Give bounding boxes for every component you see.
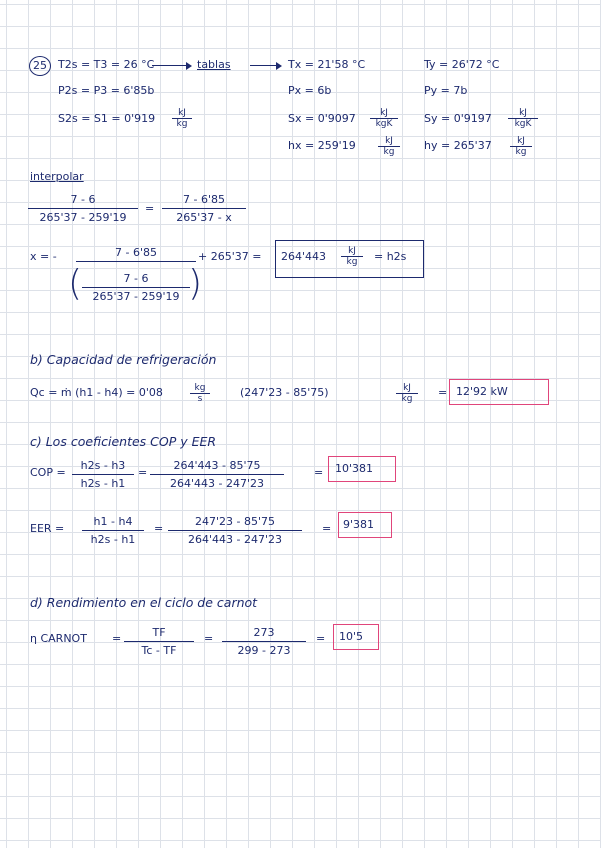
eer-fraction-2: 247'23 - 85'75 264'443 - 247'23 (168, 515, 302, 546)
qc-equals: = (438, 386, 448, 399)
interp-fraction-left: 7 - 6 265'37 - 259'19 (28, 193, 138, 224)
h2s-label: = h2s (374, 250, 407, 263)
carnot-fraction-2: 273 299 - 273 (222, 626, 306, 657)
ty-line: Ty = 26'72 °C (424, 58, 500, 71)
qc-lhs: Qc = ṁ (h1 - h4) = 0'08 (30, 386, 163, 399)
px-line: Px = 6b (288, 84, 332, 97)
cop-lhs: COP = (30, 466, 66, 479)
x-inner-fraction: 7 - 6 265'37 - 259'19 (82, 272, 190, 303)
cop-equals: = (138, 466, 148, 479)
carnot-result: 10'5 (339, 630, 364, 643)
x-lhs: x = - (30, 250, 57, 263)
eer-result: 9'381 (343, 518, 375, 531)
hy-unit: kJ kg (510, 136, 532, 157)
tx-line: Tx = 21'58 °C (288, 58, 366, 71)
hx-line: hx = 259'19 (288, 139, 356, 152)
eer-fraction-1: h1 - h4 h2s - h1 (82, 515, 144, 546)
interp-fraction-right: 7 - 6'85 265'37 - x (162, 193, 246, 224)
hx-unit: kJ kg (378, 136, 400, 157)
eta-carnot: η CARNOT (30, 632, 87, 645)
eer-lhs: EER = (30, 522, 65, 535)
qc-middle: (247'23 - 85'75) (240, 386, 329, 399)
cop-fraction-1: h2s - h3 h2s - h1 (72, 459, 134, 490)
carnot-equals: = (112, 632, 122, 645)
p2s-line: P2s = P3 = 6'85b (58, 84, 155, 97)
py-line: Py = 7b (424, 84, 468, 97)
carnot-equals: = (204, 632, 214, 645)
carnot-fraction-1: TF Tc - TF (124, 626, 194, 657)
open-paren: ( (68, 263, 83, 304)
s2s-line: S2s = S1 = 0'919 (58, 112, 156, 125)
interpolar-heading: interpolar (30, 170, 84, 183)
qc-result: 12'92 kW (456, 385, 508, 398)
hy-line: hy = 265'37 (424, 139, 492, 152)
cop-fraction-2: 264'443 - 85'75 264'443 - 247'23 (150, 459, 284, 490)
h2s-result: 264'443 (281, 250, 327, 263)
mdot-unit: kg s (190, 383, 210, 404)
arrow-right-icon (250, 65, 280, 66)
h2s-unit: kJ kg (341, 246, 363, 267)
cop-equals: = (314, 466, 324, 479)
x-plus: + 265'37 = (198, 250, 262, 263)
x-fraction: 7 - 6'85 (76, 246, 196, 262)
carnot-equals: = (316, 632, 326, 645)
s2s-unit: kJ kg (172, 108, 192, 129)
qc-unit: kJ kg (396, 383, 418, 404)
sy-unit: kJ kgK (508, 108, 538, 129)
tablas-label: tablas (197, 58, 231, 71)
section-c-heading: c) Los coeficientes COP y EER (30, 434, 217, 449)
interp-equals: = (145, 202, 155, 215)
sx-line: Sx = 0'9097 (288, 112, 356, 125)
sy-line: Sy = 0'9197 (424, 112, 492, 125)
close-paren: ) (188, 263, 203, 304)
eer-equals: = (154, 522, 164, 535)
arrow-right-icon (152, 65, 190, 66)
cop-result: 10'381 (335, 462, 374, 475)
section-b-heading: b) Capacidad de refrigeración (30, 352, 217, 367)
eer-equals: = (322, 522, 332, 535)
t2s-line: T2s = T3 = 26 °C (58, 58, 155, 71)
section-d-heading: d) Rendimiento en el ciclo de carnot (30, 595, 258, 610)
item-number: 25 (33, 59, 47, 72)
sx-unit: kJ kgK (370, 108, 398, 129)
